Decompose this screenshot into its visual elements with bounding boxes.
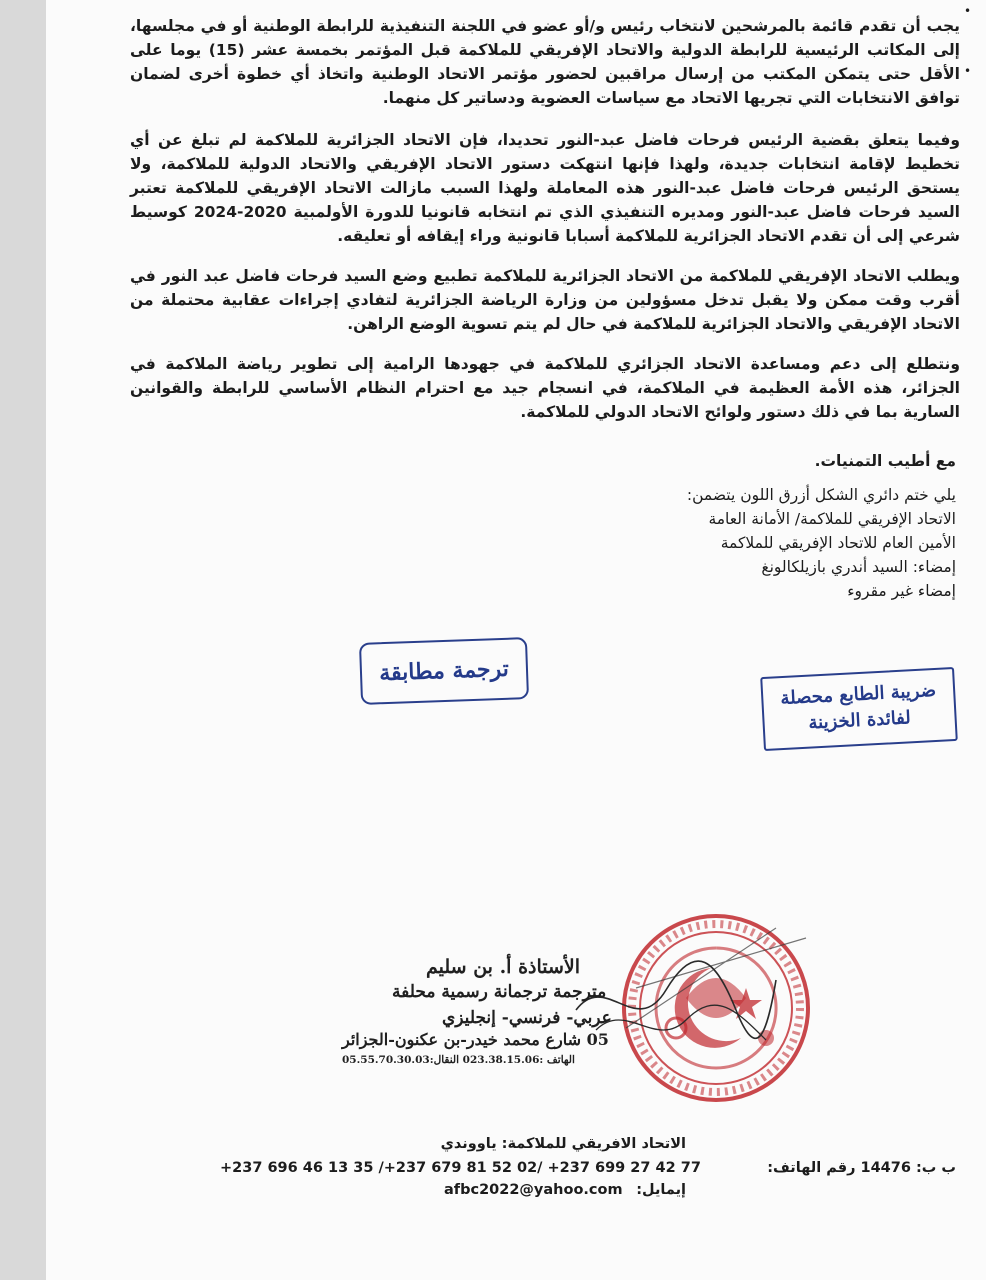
stamp-tax-box	[760, 667, 958, 751]
document-page	[46, 0, 986, 1280]
translator-languages: عربي- فرنسي- إنجليزي	[442, 1008, 612, 1028]
translator-name: الأستاذة أ. بن سليم	[426, 956, 581, 978]
footer-org: الاتحاد الافريقي للملاكمة: ياووندي	[440, 1136, 686, 1152]
certified-translation-text: ترجمة مطابقة	[378, 655, 510, 687]
footer-email: afbc2022@yahoo.com	[444, 1182, 623, 1198]
seal-note-line: يلي ختم دائري الشكل أزرق اللون يتضمن:	[686, 486, 956, 504]
translator-address: 05 شارع محمد خيدر-بن عكنون-الجزائر	[342, 1030, 609, 1049]
closing-greeting: مع أطيب التمنيات.	[814, 452, 956, 470]
paragraph-4: ونتطلع إلى دعم ومساعدة الاتحاد الجزائري للملاكمة في جهودها الرامية إلى تطوير رياضة الملاكمة في الجزائر، هذه الأمة العظيمة في الملاكمة، في انسجام جيد مع احترام النظام الأساسي للرابطة والقوانين السارية بما في ذلك دستور ولوائح الاتحاد الدولي للملاكمة.	[130, 355, 960, 421]
bullet-marker: •	[964, 4, 972, 18]
seal-note-line: الاتحاد الإفريقي للملاكمة/ الأمانة العامة	[708, 510, 956, 528]
translator-title: مترجمة ترجمانة رسمية محلفة	[392, 982, 607, 1002]
stamp-tax-line: ضريبة الطابع محصلة	[779, 679, 937, 710]
footer-email-label: إيمايل:	[636, 1182, 686, 1198]
paragraph-3: ويطلب الاتحاد الإفريقي للملاكمة من الاتحاد الجزائرية للملاكمة تطبيع وضع السيد فرحات فاضل عبد النور في أقرب وقت ممكن ولا يقبل تدخل مسؤولين من وزارة الرياضة الجزائرية لتفادي إجراءات عقابية محتملة من الاتحاد الإفريقي والاتحاد الجزائرية للملاكمة في حال لم يتم تسوية الوضع الراهن.	[130, 267, 960, 333]
seal-note-line: الأمين العام للاتحاد الإفريقي للملاكمة	[720, 534, 956, 552]
paragraph-1: يجب أن تقدم قائمة بالمرشحين لانتخاب رئيس و/أو عضو في اللجنة التنفيذية للرابطة الوطنية أو في مجلسها، إلى المكاتب الرئيسية للرابطة الدولية والاتحاد الإفريقي للملاكمة قبل المؤتمر بخمسة عشر (15) يوما على الأقل حتى يتمكن المكتب من إرسال مراقبين لحضور مؤتمر الاتحاد الوطنية واتخاذ أي خطوة أخرى لضمان توافق الانتخابات التي تجريها الاتحاد مع سياسات العضوية ودساتير كل منهما.	[130, 17, 960, 107]
paragraph-2: وفيما يتعلق بقضية الرئيس فرحات فاضل عبد-النور تحديدا، فإن الاتحاد الجزائرية للملاكمة لم تبلغ عن أي تخطيط لإقامة انتخابات جديدة، ولهذا فإنها انتهكت دستور الاتحاد الإفريقي والاتحاد الدولية للملاكمة، ولا يستحق الرئيس فرحات فاضل عبد-النور هذه المعاملة ولهذا السبب مازالت الاتحاد الإفريقي للملاكمة تعتبر السيد فرحات فاضل عبد-النور ومديره التنفيذي الذي تم انتخابه قانونيا للدورة الأولمبية 2020-2024 كوسيط شرعي إلى أن تقدم الاتحاد الجزائرية للملاكمة أسبابا قانونية وراء إيقافه أو تعليقه.	[130, 131, 960, 245]
seal-note-line: إمضاء غير مقروء	[847, 582, 956, 600]
bullet-marker: •	[964, 64, 972, 78]
translator-phones: الهاتف :023.38.15.06 النقال:05.55.70.30.03	[342, 1054, 575, 1066]
certified-translation-stamp	[359, 637, 529, 705]
seal-note-line: إمضاء: السيد أندري بازيلكالونغ	[761, 558, 956, 576]
stamp-tax-line: لفائدة الخزينة	[807, 707, 912, 734]
footer-contact-label: ب ب: 14476 رقم الهاتف:	[767, 1160, 956, 1176]
footer-phones: +237 696 46 13 35 /+237 679 81 52 02/ +237 699 27 42 77	[220, 1160, 701, 1176]
